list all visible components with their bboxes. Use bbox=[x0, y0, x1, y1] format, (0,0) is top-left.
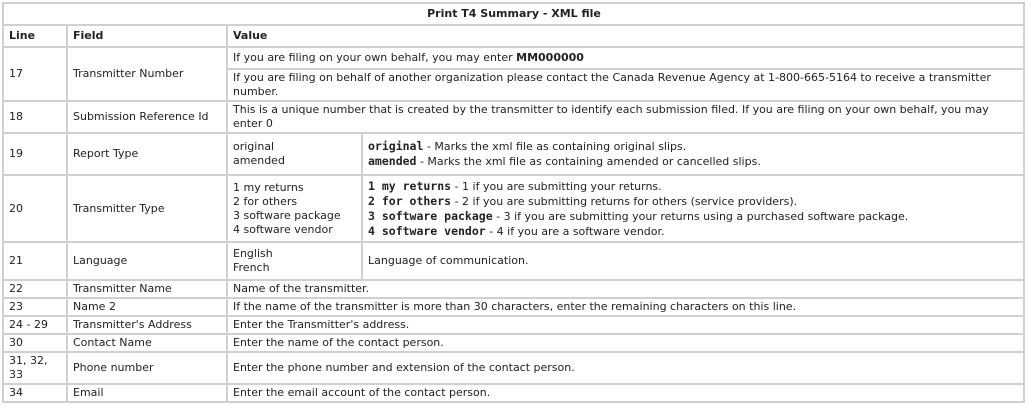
line-number: 18 bbox=[3, 101, 67, 133]
option-item: French bbox=[233, 261, 270, 274]
option-description-text: - Marks the xml file as containing amended or cancelled slips. bbox=[416, 155, 761, 168]
option-descriptions bbox=[362, 175, 1024, 242]
table-row bbox=[3, 316, 1024, 334]
field-name: Transmitter Type bbox=[67, 175, 227, 242]
table-row bbox=[3, 298, 1024, 316]
field-value: Enter the email account of the contact person. bbox=[227, 384, 1024, 402]
field-value: If the name of the transmitter is more than 30 characters, enter the remaining characters on this line. bbox=[227, 298, 1024, 316]
table-row bbox=[3, 242, 1024, 280]
default-transmitter-code: MM000000 bbox=[516, 51, 584, 64]
column-header-value: Value bbox=[227, 25, 1024, 47]
field-value: Enter the Transmitter's address. bbox=[227, 316, 1024, 334]
option-description-text: - 1 if you are submitting your returns. bbox=[451, 179, 662, 193]
line-number: 30 bbox=[3, 334, 67, 352]
table-row bbox=[3, 133, 1024, 175]
option-description bbox=[368, 154, 1019, 169]
field-name: Phone number bbox=[67, 352, 227, 384]
table-row bbox=[3, 334, 1024, 352]
option-list bbox=[227, 242, 362, 280]
field-name: Email bbox=[67, 384, 227, 402]
option-description-text: - 4 if you are a software vendor. bbox=[485, 224, 665, 238]
field-name: Transmitter Name bbox=[67, 280, 227, 298]
table-row bbox=[3, 175, 1024, 242]
option-description bbox=[368, 224, 1019, 239]
line-number: 31, 32, 33 bbox=[3, 352, 67, 384]
field-name: Submission Reference Id bbox=[67, 101, 227, 133]
table-row bbox=[3, 280, 1024, 298]
option-item: 1 my returns bbox=[233, 180, 304, 194]
header-row bbox=[3, 25, 1024, 47]
title-row bbox=[3, 3, 1024, 25]
field-name: Transmitter's Address bbox=[67, 316, 227, 334]
table-row bbox=[3, 47, 1024, 69]
line-number: 22 bbox=[3, 280, 67, 298]
line-number: 19 bbox=[3, 133, 67, 175]
option-description bbox=[368, 209, 1019, 224]
option-description-text: - Marks the xml file as containing original slips. bbox=[423, 140, 687, 153]
option-description bbox=[368, 139, 1019, 154]
option-list bbox=[227, 133, 362, 175]
field-name: Contact Name bbox=[67, 334, 227, 352]
option-list bbox=[227, 175, 362, 242]
table-row bbox=[3, 384, 1024, 402]
table-row bbox=[3, 101, 1024, 133]
option-code: 4 software vendor bbox=[368, 223, 486, 238]
option-item: 3 software package bbox=[233, 208, 341, 222]
option-item: 4 software vendor bbox=[233, 222, 333, 236]
field-value: If you are filing on behalf of another organization please contact the Canada Revenue Agency at 1-800-665-5164 to receive a transmitter number. bbox=[227, 69, 1024, 101]
line-number: 24 - 29 bbox=[3, 316, 67, 334]
line-number: 23 bbox=[3, 298, 67, 316]
option-item: original bbox=[233, 140, 275, 153]
field-value: Enter the name of the contact person. bbox=[227, 334, 1024, 352]
option-item: 2 for others bbox=[233, 194, 298, 208]
option-description bbox=[368, 194, 1019, 209]
option-item: amended bbox=[233, 154, 285, 167]
option-code: 3 software package bbox=[368, 208, 493, 223]
option-code: 2 for others bbox=[368, 193, 452, 208]
field-name: Language bbox=[67, 242, 227, 280]
option-item: English bbox=[233, 247, 273, 260]
line-number: 34 bbox=[3, 384, 67, 402]
field-name: Name 2 bbox=[67, 298, 227, 316]
option-code: 1 my returns bbox=[368, 178, 452, 193]
field-value: Language of communication. bbox=[362, 242, 1024, 280]
field-name: Transmitter Number bbox=[67, 47, 227, 101]
column-header-field: Field bbox=[67, 25, 227, 47]
field-value: This is a unique number that is created by the transmitter to identify each submission filed. If you are filing on your own behalf, you may enter 0 bbox=[227, 101, 1024, 133]
line-number: 20 bbox=[3, 175, 67, 242]
option-code: original bbox=[368, 139, 424, 153]
option-code: amended bbox=[368, 154, 417, 168]
table-title: Print T4 Summary - XML file bbox=[3, 3, 1024, 25]
column-header-line: Line bbox=[3, 25, 67, 47]
option-description-text: - 2 if you are submitting returns for others (service providers). bbox=[451, 194, 798, 208]
field-value: Name of the transmitter. bbox=[227, 280, 1024, 298]
field-name: Report Type bbox=[67, 133, 227, 175]
value-text: If you are filing on your own behalf, you may enter bbox=[233, 51, 517, 64]
option-description-text: - 3 if you are submitting your returns using a purchased software package. bbox=[492, 209, 909, 223]
table-row bbox=[3, 352, 1024, 384]
option-descriptions bbox=[362, 133, 1024, 175]
line-number: 21 bbox=[3, 242, 67, 280]
field-value bbox=[227, 47, 1024, 69]
field-value: Enter the phone number and extension of the contact person. bbox=[227, 352, 1024, 384]
line-number: 17 bbox=[3, 47, 67, 101]
option-description bbox=[368, 179, 1019, 194]
t4-summary-table bbox=[2, 2, 1025, 403]
